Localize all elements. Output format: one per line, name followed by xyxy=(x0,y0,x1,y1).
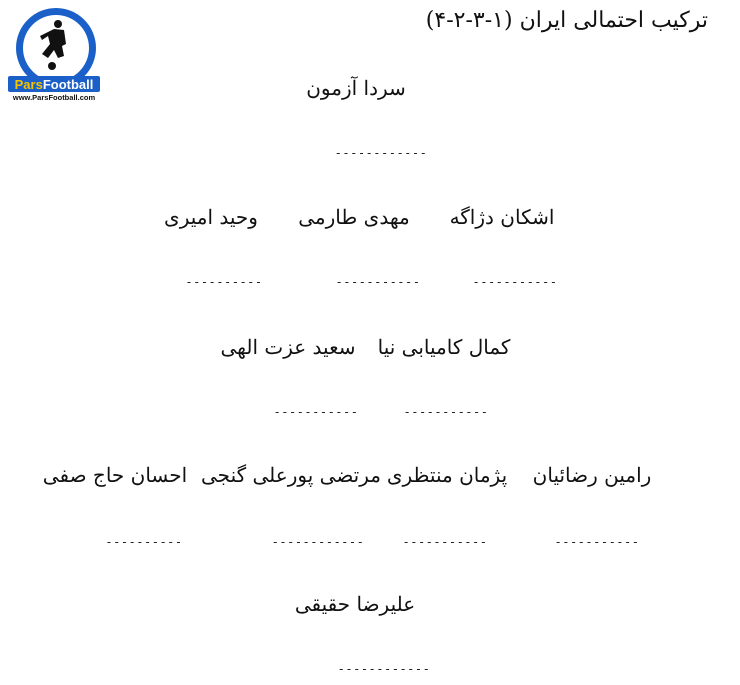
player-name: پژمان منتظری xyxy=(386,463,508,487)
parsfootball-logo xyxy=(6,6,102,102)
brand-url: www.ParsFootball.com xyxy=(12,93,96,102)
player-name: مرتضی پورعلی گنجی xyxy=(201,463,381,487)
player-name: علیرضا حقیقی xyxy=(294,592,416,616)
player-name: سردا آزمون xyxy=(306,76,406,100)
brand-name: ParsFootball xyxy=(14,77,94,92)
player-name: سعید عزت الهی xyxy=(220,335,356,359)
player-name: احسان حاج صفی xyxy=(42,463,188,487)
player-name: مهدی طارمی xyxy=(298,205,410,229)
player-name: وحید امیری xyxy=(164,205,258,229)
player-name: کمال کامیابی نیا xyxy=(377,335,511,359)
player-dash: ----------- xyxy=(402,535,488,549)
player-dash: ------------ xyxy=(271,535,365,549)
player-dash: ------------ xyxy=(334,146,428,160)
player-name: اشکان دژاگه xyxy=(449,205,555,229)
player-dash: ----------- xyxy=(335,275,421,289)
player-dash: ----------- xyxy=(403,405,489,419)
player-dash: ---------- xyxy=(105,535,183,549)
page-title: ترکیب احتمالی ایران (۱-۳-۲-۴) xyxy=(425,8,708,33)
player-dash: ----------- xyxy=(273,405,359,419)
player-dash: ------------ xyxy=(337,662,431,676)
player-dash: ----------- xyxy=(554,535,640,549)
player-dash: ---------- xyxy=(185,275,263,289)
player-dash: ----------- xyxy=(472,275,558,289)
player-name: رامین رضائیان xyxy=(532,463,652,487)
